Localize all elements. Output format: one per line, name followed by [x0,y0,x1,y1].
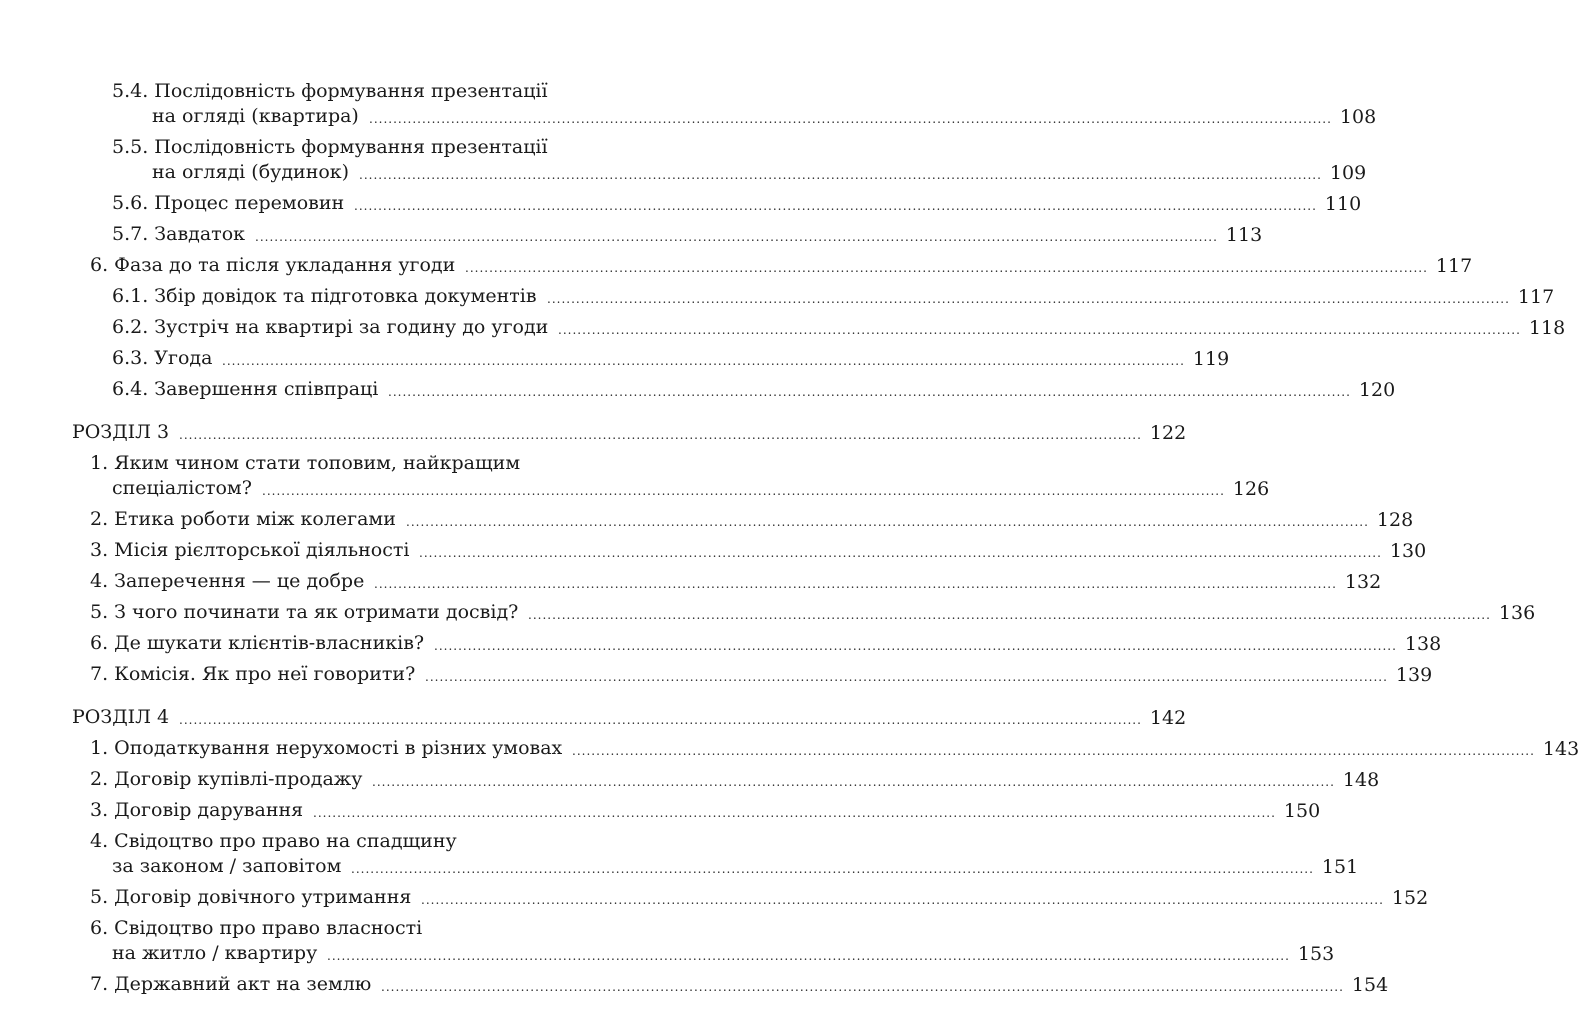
leader-dots: ........................................................................................................................................................................................................ [421,893,1384,907]
leader-dots: ........................................................................................................................................................................................................ [374,577,1337,591]
toc-leader [406,508,1414,533]
toc-page-number: 117 [1517,286,1555,308]
toc-page-number: 139 [1395,664,1433,686]
leader-dots: ........................................................................................................................................................................................................ [558,323,1521,337]
toc-leader [262,477,1270,502]
toc-leader [425,663,1433,688]
toc-leader [179,706,1187,731]
toc-page-number: 120 [1358,379,1396,401]
toc-leader [222,347,1230,372]
toc-page-number: 148 [1342,769,1380,791]
toc-leader [419,539,1427,564]
toc-entry-title: 3. Договір дарування [90,799,304,821]
toc-page-number: 151 [1321,856,1359,878]
toc-page-number: 152 [1391,887,1429,909]
toc-entry-title: 5.5. Послідовність формування презентації [112,136,548,158]
leader-dots: ........................................................................................................................................................................................................ [313,806,1276,820]
toc-page-number: 113 [1225,224,1263,246]
leader-dots: ........................................................................................................................................................................................................ [179,428,1142,442]
leader-dots: ........................................................................................................................................................................................................ [255,230,1218,244]
toc-leader [547,285,1555,310]
leader-dots: ........................................................................................................................................................................................................ [547,292,1510,306]
toc-entry-title-continued: на огляді (квартира) [152,105,359,127]
toc-page-number: 143 [1542,738,1579,760]
toc-leader [421,886,1429,911]
toc-entry-title: РОЗДІЛ 4 [72,706,170,728]
leader-dots: ........................................................................................................................................................................................................ [262,484,1225,498]
toc-entry-title: 6.4. Завершення співпраці [112,378,379,400]
toc-page-number: 136 [1498,602,1536,624]
leader-dots: ........................................................................................................................................................................................................ [359,168,1322,182]
toc-entry-title: 1. Яким чином стати топовим, найкращим [90,452,521,474]
leader-dots: ........................................................................................................................................................................................................ [369,112,1332,126]
toc-page-number: 132 [1344,571,1382,593]
toc-entry-title: 5.6. Процес перемовин [112,192,345,214]
toc-entry-title: 5. Договір довічного утримання [90,886,412,908]
leader-dots: ........................................................................................................................................................................................................ [354,199,1317,213]
toc-page-number: 109 [1329,162,1367,184]
leader-dots: ........................................................................................................................................................................................................ [434,639,1397,653]
toc-leader [388,378,1396,403]
leader-dots: ........................................................................................................................................................................................................ [388,385,1351,399]
toc-entry-title: 4. Свідоцтво про право на спадщину [90,830,457,852]
toc-page-number: 126 [1232,478,1270,500]
toc-entry-title: 4. Заперечення — це добре [90,570,365,592]
toc-entry-title: 6.2. Зустріч на квартирі за годину до угоди [112,316,549,338]
leader-dots: ........................................................................................................................................................................................................ [372,775,1335,789]
toc-entry-title: 7. Комісія. Як про неї говорити? [90,663,416,685]
toc-page-number: 138 [1404,633,1442,655]
toc-leader [351,855,1359,880]
toc-leader [374,570,1382,595]
toc-page-number: 153 [1297,943,1335,965]
toc-entry-title: 6.1. Збір довідок та підготовка документів [112,285,537,307]
toc-entry-title: 3. Місія рієлторської діяльності [90,539,410,561]
toc-entry-title: 6. Фаза до та після укладання угоди [90,254,456,276]
leader-dots: ........................................................................................................................................................................................................ [465,261,1428,275]
toc-entry-title: 2. Договір купівлі-продажу [90,768,363,790]
toc-leader [327,942,1335,967]
toc-page-number: 108 [1339,106,1377,128]
leader-dots: ........................................................................................................................................................................................................ [572,744,1535,758]
toc-leader [558,316,1566,341]
toc-entry-title: 1. Оподаткування нерухомості в різних умовах [90,737,563,759]
toc-page-number: 122 [1149,422,1187,444]
toc-entry-title: 2. Етика роботи між колегами [90,508,396,530]
toc-page-number: 128 [1376,509,1414,531]
leader-dots: ........................................................................................................................................................................................................ [381,980,1344,994]
leader-dots: ........................................................................................................................................................................................................ [179,713,1142,727]
toc-leader [354,192,1362,217]
leader-dots: ........................................................................................................................................................................................................ [419,546,1382,560]
leader-dots: ........................................................................................................................................................................................................ [406,515,1369,529]
toc-leader [372,768,1380,793]
toc-page-number: 119 [1192,348,1230,370]
toc-entry-title: РОЗДІЛ 3 [72,421,170,443]
toc-entry-title: 7. Державний акт на землю [90,973,372,995]
toc-leader [369,105,1377,130]
leader-dots: ........................................................................................................................................................................................................ [327,949,1290,963]
toc-entry-title: 5.7. Завдаток [112,223,246,245]
toc-page-number: 118 [1528,317,1566,339]
toc-leader [255,223,1263,248]
toc-leader [528,601,1536,626]
toc-leader [381,973,1389,998]
toc-leader [359,161,1367,186]
toc-entry-title: 5. З чого починати та як отримати досвід? [90,601,519,623]
toc-entry-title-continued: спеціалістом? [112,477,252,499]
toc-leader [313,799,1321,824]
toc-leader [179,421,1187,446]
toc-entry-title-continued: на житло / квартиру [112,942,318,964]
toc-entry-title-continued: на огляді (будинок) [152,161,350,183]
toc-entry-title: 6.3. Угода [112,347,213,369]
toc-page-number: 130 [1389,540,1427,562]
toc-page-number: 154 [1351,974,1389,996]
toc-page-number: 110 [1324,193,1362,215]
leader-dots: ........................................................................................................................................................................................................ [425,670,1388,684]
toc-entry-title-continued: за законом / заповітом [112,855,342,877]
toc-page-number: 150 [1283,800,1321,822]
toc-page-number: 142 [1149,707,1187,729]
toc-leader [434,632,1442,657]
toc-leader [572,737,1579,762]
toc-entry-title: 5.4. Послідовність формування презентації [112,80,548,102]
leader-dots: ........................................................................................................................................................................................................ [351,862,1314,876]
toc-leader [465,254,1473,279]
toc-page-number: 117 [1435,255,1473,277]
toc-entry-title: 6. Де шукати клієнтів-власників? [90,632,425,654]
leader-dots: ........................................................................................................................................................................................................ [528,608,1491,622]
toc-entry-title: 6. Свідоцтво про право власності [90,917,423,939]
leader-dots: ........................................................................................................................................................................................................ [222,354,1185,368]
